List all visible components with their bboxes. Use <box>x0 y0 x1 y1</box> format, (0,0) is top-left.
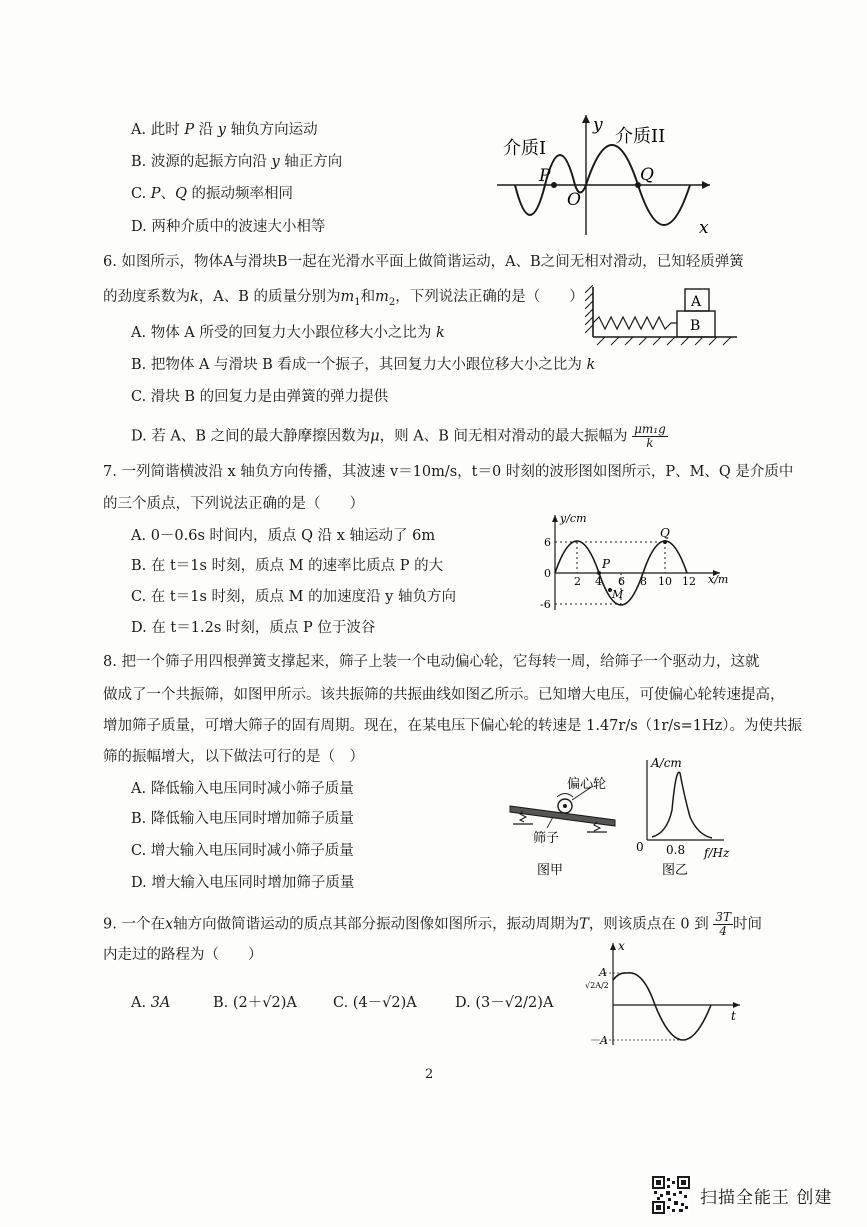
negative-amplitude-label: －A <box>589 1034 608 1047</box>
curve-origin-label: 0 <box>636 840 644 854</box>
q9-option-c: C. (4－√2)A <box>333 995 417 1011</box>
q8-stem-line1: 8. 把一个筛子用四根弹簧支撑起来，筛子上装一个电动偏心轮，它每转一周，给筛子一个驱动力，这就 <box>103 654 760 670</box>
y-tick-6: 6 <box>544 536 551 549</box>
x-axis-label: x/m <box>708 573 729 586</box>
sieve-label: 筛子 <box>533 831 560 846</box>
scanner-brand-watermark: 扫描全能王 创建 <box>700 1188 833 1208</box>
x-tick-10: 10 <box>658 575 672 588</box>
q6-spring-figure <box>585 285 745 347</box>
t-axis-label: t <box>731 1009 736 1023</box>
q7-option-c: C. 在 t＝1s 时刻，质点 M 的加速度沿 y 轴负方向 <box>131 589 456 605</box>
q6-option-d: D. 若 A、B 之间的最大静摩擦因数为μ，则 A、B 间无相对滑动的最大振幅为 $\frac{\text{μm₁g}}{k}$ <box>131 422 666 450</box>
q8-option-a: A. 降低输入电压同时减小筛子质量 <box>131 781 354 797</box>
point-p-label: P <box>539 166 551 186</box>
figure-jia-caption: 图甲 <box>537 863 564 878</box>
point-q-label: Q <box>640 165 654 185</box>
wheel-label: 偏心轮 <box>567 777 607 792</box>
half-sqrt2-amplitude-label: √2A/2 <box>585 981 609 990</box>
q7-option-b: B. 在 t＝1s 时刻，质点 M 的速率比质点 P 的大 <box>131 558 444 574</box>
q9-option-d: D. (3－√2/2)A <box>455 995 554 1011</box>
q7-option-d: D. 在 t＝1.2s 时刻，质点 P 位于波谷 <box>131 620 376 636</box>
q8-resonance-curve <box>632 755 732 880</box>
q8-stem-line4: 筛的振幅增大，以下做法可行的是（ ） <box>103 749 364 765</box>
q6-stem-line1: 6. 如图所示，物体A与滑块B一起在光滑水平面上做简谐运动，A、B之间无相对滑动，已知轻质弹簧 <box>103 254 744 270</box>
x-tick-12: 12 <box>682 575 696 588</box>
frequency-axis-label: f/Hz <box>704 846 730 860</box>
x-axis-label: x <box>618 940 625 953</box>
q5-option-d: D. 两种介质中的波速大小相等 <box>131 219 326 235</box>
q8-stem-line3: 增加筛子质量，可增大筛子的固有周期。现在，在某电压下偏心轮的转速是 1.47r/s（1r/s=1Hz）。为使共振 <box>103 718 803 734</box>
q8-option-c: C. 增大输入电压同时减小筛子质量 <box>131 843 354 859</box>
page-number: 2 <box>425 1067 434 1082</box>
three-quarter-period-fraction: $\frac{3T}{4}$ <box>715 910 732 938</box>
q5-option-b: B. 波源的起振方向沿 y 轴正方向 <box>131 154 343 170</box>
y-axis-label: y/cm <box>560 512 587 525</box>
q8-stem-line2: 做成了一个共振筛，如图甲所示。该共振筛的共振曲线如图乙所示。已知增大电压，可使偏心轮转速提高， <box>103 687 785 703</box>
figure-yi-caption: 图乙 <box>662 863 689 878</box>
q7-stem-line2: 的三个质点，下列说法正确的是（ ） <box>103 496 364 512</box>
amplitude-axis-label: A/cm <box>651 756 682 770</box>
origin-label: O <box>567 190 581 210</box>
x-tick-4: 4 <box>595 575 602 588</box>
q9-stem-line1: 9. 一个在x轴方向做简谐运动的质点其部分振动图像如图所示，振动周期为T，则该质点在 0 到 $\frac{3T}{4}$ 时间 <box>103 910 763 938</box>
x-tick-2: 2 <box>574 575 581 588</box>
q9-option-a: A. 3A <box>131 995 171 1011</box>
max-amplitude-fraction: $\frac{\text{μm₁g}}{k}$ <box>634 422 666 450</box>
q6-option-c: C. 滑块 B 的回复力是由弹簧的弹力提供 <box>131 389 389 405</box>
point-q-label: Q <box>660 526 670 540</box>
q9-vibration-graph <box>585 940 745 1050</box>
q9-stem-line2: 内走过的路程为（ ） <box>103 947 263 963</box>
q7-option-a: A. 0－0.6s 时间内，质点 Q 沿 x 轴运动了 6m <box>131 528 436 544</box>
point-m-label: M <box>612 588 624 601</box>
q5-option-c: C. P、Q 的振动频率相同 <box>131 186 294 202</box>
q5-wave-figure <box>495 110 720 240</box>
y-axis-label: y <box>593 115 603 135</box>
q5-option-a: A. 此时 P 沿 y 轴负方向运动 <box>131 122 318 138</box>
x-tick-8: 8 <box>640 575 647 588</box>
block-a-label: A <box>691 294 702 310</box>
point-p-label: P <box>602 557 611 571</box>
q9-option-b: B. (2＋√2)A <box>213 995 297 1011</box>
q7-wave-graph <box>540 510 730 615</box>
q7-stem-line1: 7. 一列简谐横波沿 x 轴负方向传播，其波速 v＝10m/s，t＝0 时刻的波形图如图所示，P、M、Q 是介质中 <box>103 464 794 480</box>
x-tick-6: 6 <box>618 575 625 588</box>
y-tick-0: 0 <box>544 567 551 580</box>
medium2-label: 介质II <box>615 126 666 147</box>
block-b-label: B <box>690 318 701 334</box>
y-tick-neg6: -6 <box>540 598 551 611</box>
q8-sieve-figure <box>505 770 630 880</box>
qr-code-icon <box>652 1176 690 1214</box>
q8-option-d: D. 增大输入电压同时增加筛子质量 <box>131 875 355 891</box>
x-axis-label: x <box>699 218 709 238</box>
peak-frequency-label: 0.8 <box>666 843 686 857</box>
q6-option-a: A. 物体 A 所受的回复力大小跟位移大小之比为 k <box>131 325 445 341</box>
amplitude-label: A <box>599 966 607 979</box>
q6-option-b: B. 把物体 A 与滑块 B 看成一个振子，其回复力大小跟位移大小之比为 k <box>131 357 596 373</box>
q6-stem-line2: 的劲度系数为k，A、B 的质量分别为$m_1$和$m_2$，下列说法正确的是（ ） <box>103 289 584 308</box>
medium1-label: 介质I <box>503 138 547 159</box>
q8-option-b: B. 降低输入电压同时增加筛子质量 <box>131 811 354 827</box>
